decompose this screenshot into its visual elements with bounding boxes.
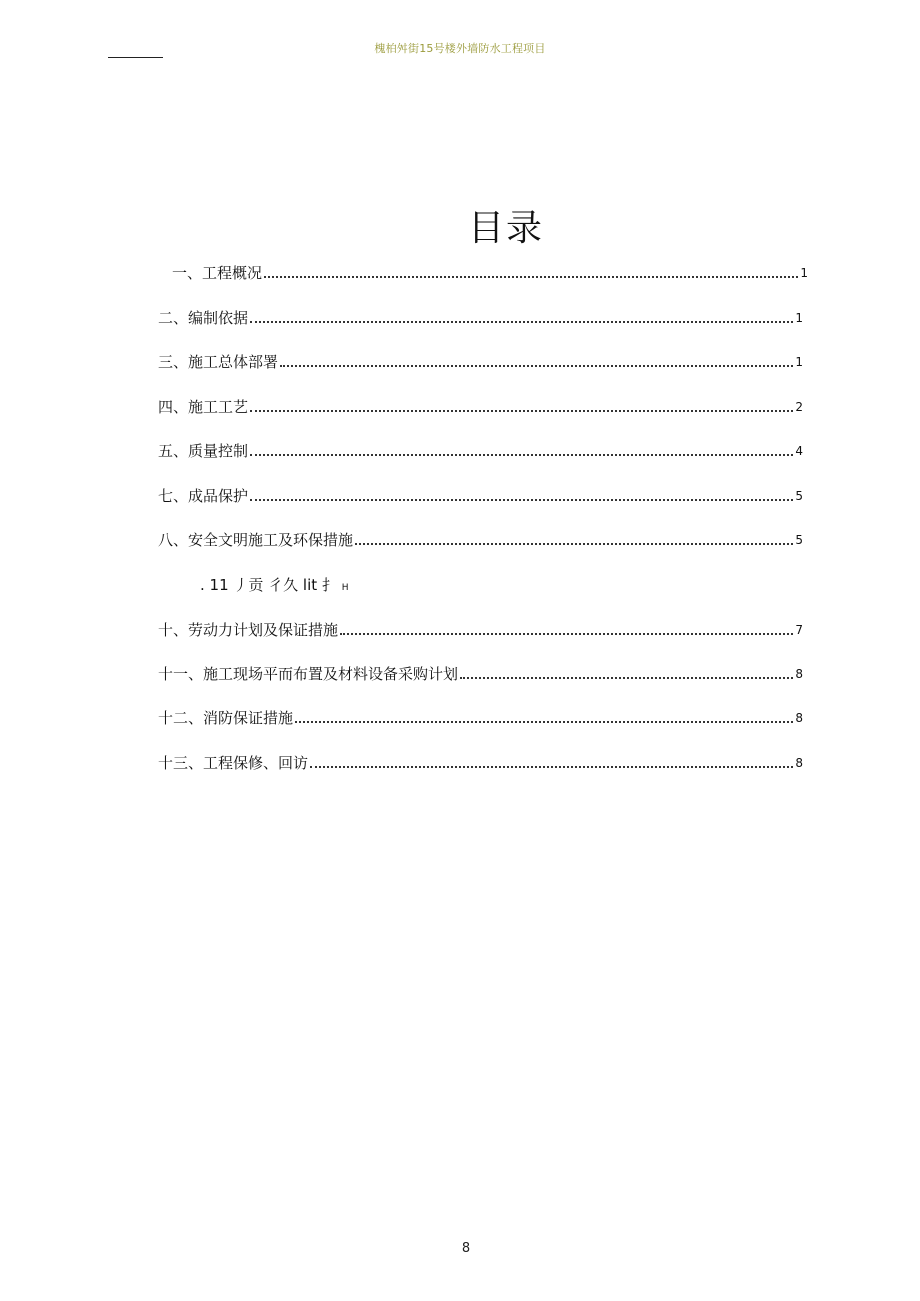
toc-dot-leader [250,454,793,456]
toc-entry[interactable] [158,440,803,462]
toc-dot-leader [250,321,793,323]
toc-entry-label: 一、工程概况 [172,264,263,282]
toc-title: 目录 [467,208,544,249]
toc-entry-page: 1 [800,266,808,280]
toc-entry-label: 七、成品保护 [158,487,249,505]
toc-dot-leader [250,499,793,501]
toc-entry[interactable] [158,529,803,551]
toc-entry[interactable] [158,485,803,507]
toc-entry-label: 八、安全文明施工及环保措施 [158,531,354,549]
toc-entry-page: 4 [795,444,803,458]
toc-dot-leader [355,543,793,545]
toc-entry-page: 8 [795,756,803,770]
toc-entry[interactable] [158,396,803,418]
toc-entry[interactable] [158,307,803,329]
toc-entry-label: 十、劳动力计划及保证措施 [158,621,339,639]
garbled-toc-line [200,574,348,599]
toc-entry[interactable] [158,351,803,373]
toc-dot-leader [280,365,793,367]
toc-entry-label: 十一、施工现场平而布置及材料设备采购计划 [158,665,459,683]
toc-entry-page: 7 [795,623,803,637]
toc-entry-label: 十二、消防保证措施 [158,709,294,727]
toc-entry-label: 四、施工工艺 [158,398,249,416]
toc-entry[interactable] [158,619,803,641]
header-rule [108,57,163,58]
toc-entry-page: 5 [795,533,803,547]
garbled-suffix: H [341,583,349,593]
toc-entry-page: 8 [795,667,803,681]
toc-dot-leader [264,276,798,278]
page-number: 8 [461,1241,471,1256]
running-header: 槐柏舛街15号楼外墙防水工程项目 [374,42,546,55]
toc-entry-page: 5 [795,489,803,503]
toc-dot-leader [310,766,793,768]
toc-entry-label: 三、施工总体部署 [158,353,279,371]
toc-entry-label: 十三、工程保修、回访 [158,754,309,772]
toc-entry-page: 8 [795,711,803,725]
toc-entry[interactable] [158,707,803,729]
toc-entry[interactable] [172,262,808,284]
garbled-text: . 11 丿贡 彳久 lit 扌 [200,576,337,594]
toc-dot-leader [295,721,793,723]
toc-dot-leader [460,677,793,679]
toc-dot-leader [250,410,793,412]
toc-entry-label: 二、编制依据 [158,309,249,327]
toc-entry[interactable] [158,663,803,685]
toc-entry[interactable] [158,752,803,774]
toc-entry-page: 1 [795,355,803,369]
toc-entry-page: 1 [795,311,803,325]
toc-entry-label: 五、质量控制 [158,442,249,460]
toc-dot-leader [340,633,793,635]
toc-entry-page: 2 [795,400,803,414]
